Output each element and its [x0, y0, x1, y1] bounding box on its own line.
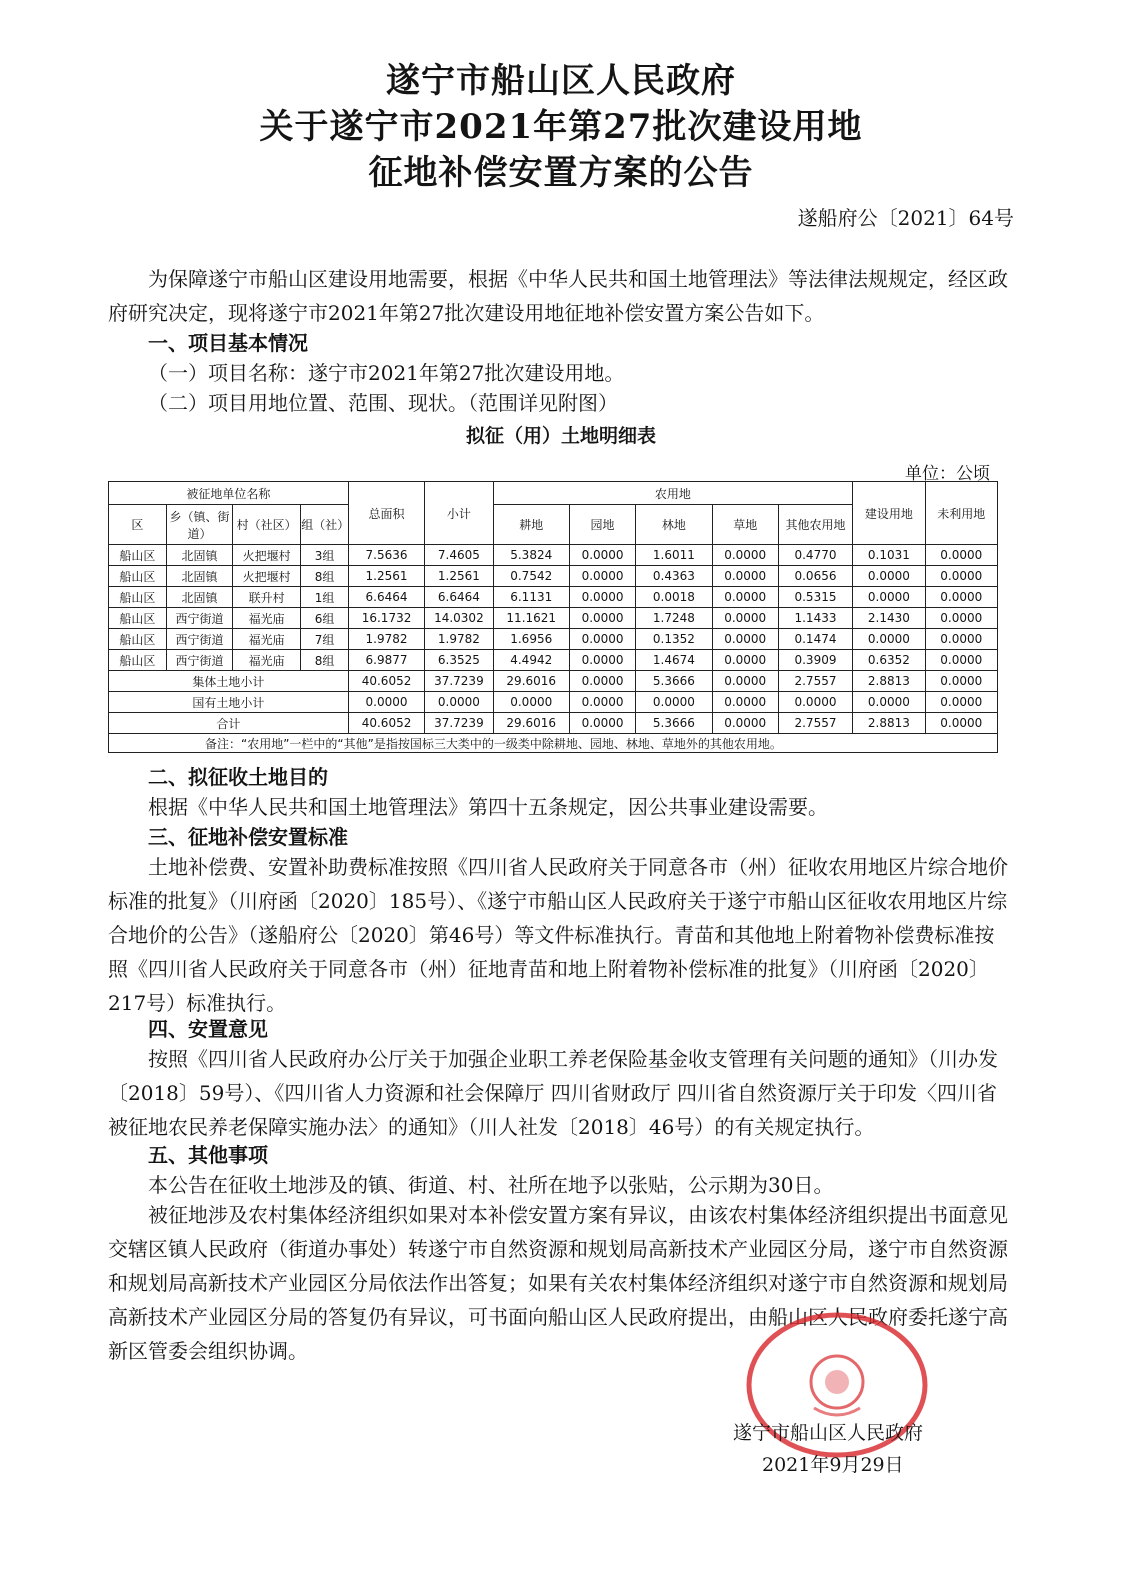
cell-construction: 2.1430	[853, 608, 925, 629]
cell-garden: 0.0000	[569, 608, 635, 629]
cell-total: 40.6052	[348, 713, 424, 734]
cell-total: 1.2561	[348, 566, 424, 587]
cell-town: 西宁街道	[166, 650, 232, 671]
table-row	[109, 566, 998, 587]
cell-forest: 5.3666	[636, 671, 712, 692]
cell-grass: 0.0000	[712, 566, 778, 587]
cell-grass: 0.0000	[712, 671, 778, 692]
cell-total: 40.6052	[348, 671, 424, 692]
cell-cultivated: 0.0000	[493, 692, 569, 713]
cell-garden: 0.0000	[569, 587, 635, 608]
cell-group: 3组	[301, 545, 349, 566]
cell-total: 7.5636	[348, 545, 424, 566]
cell-district: 船山区	[109, 650, 167, 671]
cell-cultivated: 4.4942	[493, 650, 569, 671]
summary-label: 集体土地小计	[109, 671, 349, 692]
summary-label: 合计	[109, 713, 349, 734]
cell-unused: 0.0000	[925, 587, 997, 608]
cell-village: 福光庙	[233, 629, 301, 650]
cell-other: 0.5315	[778, 587, 852, 608]
cell-total: 6.6464	[348, 587, 424, 608]
section-3-heading: 三、征地补偿安置标准	[148, 825, 348, 849]
cell-other: 0.0000	[778, 692, 852, 713]
cell-subtotal: 1.2561	[425, 566, 493, 587]
cell-cultivated: 11.1621	[493, 608, 569, 629]
cell-unused: 0.0000	[925, 608, 997, 629]
cell-village: 联升村	[233, 587, 301, 608]
header-cultivated: 耕地	[493, 505, 569, 545]
cell-grass: 0.0000	[712, 608, 778, 629]
title-line-2: 关于遂宁市2021年第27批次建设用地	[259, 107, 863, 147]
section-5-heading: 五、其他事项	[148, 1143, 268, 1167]
cell-construction: 0.1031	[853, 545, 925, 566]
cell-grass: 0.0000	[712, 650, 778, 671]
cell-other: 2.7557	[778, 671, 852, 692]
cell-unused: 0.0000	[925, 713, 997, 734]
table-row	[109, 650, 998, 671]
section-5-text-1: 本公告在征收土地涉及的镇、街道、村、社所在地予以张贴，公示期为30日。	[148, 1173, 834, 1197]
cell-other: 2.7557	[778, 713, 852, 734]
header-unused: 未利用地	[925, 482, 997, 545]
project-location: （二）项目用地位置、范围、现状。（范围详见附图）	[148, 391, 618, 415]
table-title: 拟征（用）土地明细表	[465, 425, 656, 447]
header-construction: 建设用地	[853, 482, 925, 545]
header-grass: 草地	[712, 505, 778, 545]
header-total-area: 总面积	[348, 482, 424, 545]
cell-garden: 0.0000	[569, 671, 635, 692]
cell-grass: 0.0000	[712, 545, 778, 566]
cell-subtotal: 1.9782	[425, 629, 493, 650]
title-line-1: 遂宁市船山区人民政府	[386, 61, 736, 101]
cell-forest: 0.4363	[636, 566, 712, 587]
header-subtotal: 小计	[425, 482, 493, 545]
cell-unused: 0.0000	[925, 629, 997, 650]
cell-construction: 0.6352	[853, 650, 925, 671]
cell-district: 船山区	[109, 587, 167, 608]
cell-town: 西宁街道	[166, 629, 232, 650]
cell-garden: 0.0000	[569, 692, 635, 713]
cell-village: 福光庙	[233, 650, 301, 671]
cell-other: 0.0656	[778, 566, 852, 587]
header-town: 乡（镇、街道）	[166, 505, 232, 545]
cell-unused: 0.0000	[925, 545, 997, 566]
cell-garden: 0.0000	[569, 566, 635, 587]
cell-town: 北固镇	[166, 566, 232, 587]
cell-forest: 1.4674	[636, 650, 712, 671]
summary-label: 国有土地小计	[109, 692, 349, 713]
header-other-farm: 其他农用地	[778, 505, 852, 545]
summary-row	[109, 671, 998, 692]
cell-garden: 0.0000	[569, 545, 635, 566]
cell-grass: 0.0000	[712, 692, 778, 713]
cell-town: 西宁街道	[166, 608, 232, 629]
cell-unused: 0.0000	[925, 692, 997, 713]
cell-group: 7组	[301, 629, 349, 650]
cell-cultivated: 5.3824	[493, 545, 569, 566]
cell-garden: 0.0000	[569, 713, 635, 734]
cell-construction: 0.0000	[853, 629, 925, 650]
table-row	[109, 608, 998, 629]
cell-town: 北固镇	[166, 545, 232, 566]
cell-forest: 5.3666	[636, 713, 712, 734]
title-line-3: 征地补偿安置方案的公告	[368, 153, 754, 193]
cell-garden: 0.0000	[569, 629, 635, 650]
cell-construction: 0.0000	[853, 587, 925, 608]
land-detail-table	[108, 481, 998, 753]
cell-other: 0.3909	[778, 650, 852, 671]
cell-district: 船山区	[109, 629, 167, 650]
cell-subtotal: 6.3525	[425, 650, 493, 671]
cell-total: 0.0000	[348, 692, 424, 713]
cell-forest: 0.1352	[636, 629, 712, 650]
cell-district: 船山区	[109, 608, 167, 629]
cell-unused: 0.0000	[925, 671, 997, 692]
cell-construction: 2.8813	[853, 671, 925, 692]
section-2-text: 根据《中华人民共和国土地管理法》第四十五条规定，因公共事业建设需要。	[148, 795, 828, 819]
cell-cultivated: 1.6956	[493, 629, 569, 650]
cell-subtotal: 7.4605	[425, 545, 493, 566]
cell-subtotal: 6.6464	[425, 587, 493, 608]
cell-forest: 1.6011	[636, 545, 712, 566]
cell-cultivated: 29.6016	[493, 671, 569, 692]
cell-forest: 0.0000	[636, 692, 712, 713]
cell-total: 16.1732	[348, 608, 424, 629]
cell-village: 火把堰村	[233, 566, 301, 587]
cell-village: 火把堰村	[233, 545, 301, 566]
cell-grass: 0.0000	[712, 587, 778, 608]
project-name: （一）项目名称：遂宁市2021年第27批次建设用地。	[148, 361, 625, 385]
table-row	[109, 629, 998, 650]
cell-district: 船山区	[109, 545, 167, 566]
cell-other: 0.4770	[778, 545, 852, 566]
cell-grass: 0.0000	[712, 629, 778, 650]
cell-garden: 0.0000	[569, 650, 635, 671]
cell-unused: 0.0000	[925, 650, 997, 671]
table-unit: 单位：公顷	[905, 464, 990, 484]
header-farmland: 农用地	[493, 482, 853, 505]
cell-construction: 0.0000	[853, 566, 925, 587]
signature-date: 2021年9月29日	[762, 1454, 904, 1476]
cell-town: 北固镇	[166, 587, 232, 608]
section-1-heading: 一、项目基本情况	[148, 331, 308, 355]
cell-subtotal: 0.0000	[425, 692, 493, 713]
summary-row	[109, 692, 998, 713]
table-row	[109, 545, 998, 566]
cell-subtotal: 37.7239	[425, 713, 493, 734]
cell-construction: 0.0000	[853, 692, 925, 713]
section-3-text: 土地补偿费、安置补助费标准按照《四川省人民政府关于同意各市（州）征收农用地区片综合地价标准的批复》（川府函〔2020〕185号）、《遂宁市船山区人民政府关于遂宁市船山区征收农用地区片综合地价的公告》（遂船府公〔2020〕第46号）等文件标准执行。青苗和其他地上附着物补偿费标准按照《四川省人民政府关于同意各市（州）征地青苗和地上附着物补偿标准的批复》（川府函〔2020〕217号）标准执行。	[108, 855, 1008, 1015]
intro-paragraph: 为保障遂宁市船山区建设用地需要，根据《中华人民共和国土地管理法》等法律法规规定，经区政府研究决定，现将遂宁市2021年第27批次建设用地征地补偿安置方案公告如下。	[108, 267, 1008, 325]
section-4-heading: 四、安置意见	[148, 1017, 268, 1041]
section-2-heading: 二、拟征收土地目的	[148, 765, 328, 789]
header-forest: 林地	[636, 505, 712, 545]
cell-total: 1.9782	[348, 629, 424, 650]
cell-forest: 1.7248	[636, 608, 712, 629]
cell-group: 8组	[301, 566, 349, 587]
header-unit-group: 被征地单位名称	[109, 482, 349, 505]
cell-total: 6.9877	[348, 650, 424, 671]
section-4-text: 按照《四川省人民政府办公厅关于加强企业职工养老保险基金收支管理有关问题的通知》（川办发〔2018〕59号）、《四川省人力资源和社会保障厅 四川省财政厅 四川省自然资源厅关于印发〈四川省被征地农民养老保障实施办法〉的通知》（川人社发〔2018〕46号）的有关规定执行。	[108, 1047, 998, 1139]
cell-subtotal: 37.7239	[425, 671, 493, 692]
summary-row	[109, 713, 998, 734]
table-note: 备注：“农用地”一栏中的“其他”是指按国标三大类中的一级类中除耕地、园地、林地、草地外的其他农用地。	[109, 734, 998, 753]
cell-cultivated: 0.7542	[493, 566, 569, 587]
cell-unused: 0.0000	[925, 566, 997, 587]
cell-other: 1.1433	[778, 608, 852, 629]
table-row	[109, 587, 998, 608]
header-group: 组（社）	[301, 505, 349, 545]
signature-issuer: 遂宁市船山区人民政府	[733, 1422, 924, 1444]
cell-other: 0.1474	[778, 629, 852, 650]
cell-group: 8组	[301, 650, 349, 671]
cell-construction: 2.8813	[853, 713, 925, 734]
cell-cultivated: 29.6016	[493, 713, 569, 734]
cell-forest: 0.0018	[636, 587, 712, 608]
cell-group: 1组	[301, 587, 349, 608]
cell-village: 福光庙	[233, 608, 301, 629]
cell-subtotal: 14.0302	[425, 608, 493, 629]
cell-group: 6组	[301, 608, 349, 629]
cell-grass: 0.0000	[712, 713, 778, 734]
cell-district: 船山区	[109, 566, 167, 587]
section-5-text-2: 被征地涉及农村集体经济组织如果对本补偿安置方案有异议，由该农村集体经济组织提出书面意见交辖区镇人民政府（街道办事处）转遂宁市自然资源和规划局高新技术产业园区分局，遂宁市自然资源和规划局高新技术产业园区分局依法作出答复；如果有关农村集体经济组织对遂宁市自然资源和规划局高新技术产业园区分局的答复仍有异议，可书面向船山区人民政府提出，由船山区人民政府委托遂宁高新区管委会组织协调。	[108, 1203, 1008, 1363]
header-garden: 园地	[569, 505, 635, 545]
cell-cultivated: 6.1131	[493, 587, 569, 608]
header-district: 区	[109, 505, 167, 545]
document-number: 遂船府公〔2021〕64号	[797, 206, 1014, 230]
header-village: 村（社区）	[233, 505, 301, 545]
